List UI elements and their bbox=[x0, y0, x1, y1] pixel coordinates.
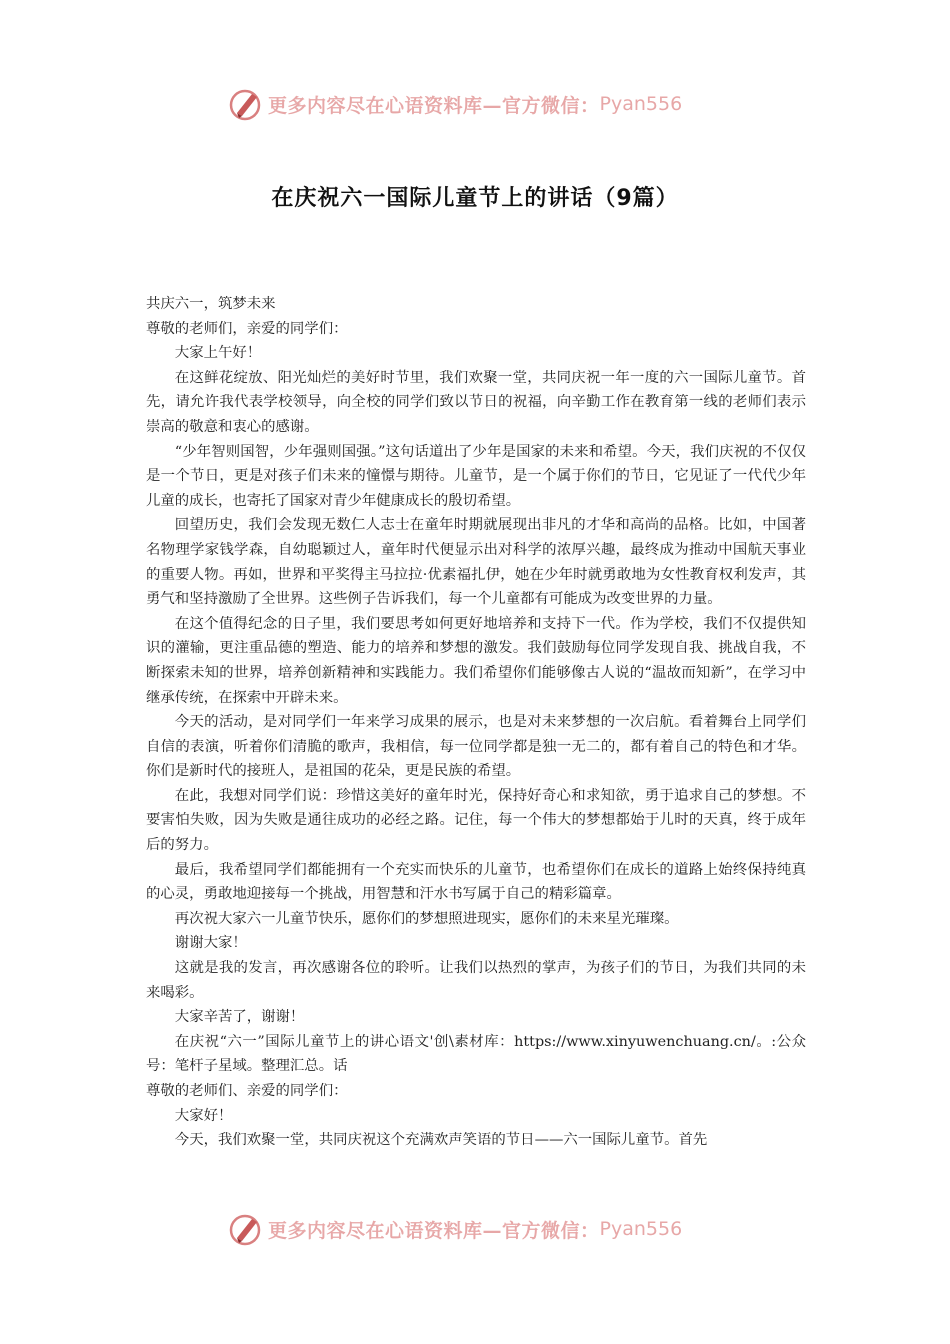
paragraph: 今天的活动，是对同学们一年来学习成果的展示，也是对未来梦想的一次启航。看着舞台上同学们自信的表演，听着你们清脆的歌声，我相信，每一位同学都是独一无二的，都有着自己的特色和才华。你们是新时代的接班人，是祖国的花朵，更是民族的希望。 bbox=[146, 714, 806, 780]
watermark-text: 更多内容尽在心语资料库—官方微信： bbox=[268, 94, 600, 117]
speech-body bbox=[146, 292, 806, 1153]
paragraph: 再次祝大家六一儿童节快乐，愿你们的梦想照进现实，愿你们的未来星光璀璨。 bbox=[174, 910, 679, 927]
watermark-text: 更多内容尽在心语资料库—官方微信： bbox=[268, 1219, 600, 1242]
salutation: 尊敬的老师们、亲爱的同学们： bbox=[146, 1083, 348, 1099]
pen-logo-icon bbox=[228, 86, 264, 122]
paragraph: 在这鲜花绽放、阳光灿烂的美好时节里，我们欢聚一堂，共同庆祝一年一度的六一国际儿童节。首先，请允许我代表学校领导，向全校的同学们致以节日的祝福，向辛勤工作在教育第一线的老师们表示崇高的敬意和衷心的感谢。 bbox=[146, 369, 806, 435]
paragraph: 谢谢大家！ bbox=[174, 935, 247, 952]
paragraph: 大家辛苦了，谢谢！ bbox=[174, 1009, 305, 1026]
watermark-banner-bottom bbox=[228, 1209, 682, 1249]
pen-logo-icon bbox=[228, 1211, 264, 1247]
paragraph: 大家好！ bbox=[174, 1107, 233, 1124]
watermark-banner-top bbox=[228, 84, 682, 124]
salutation: 尊敬的老师们，亲爱的同学们： bbox=[146, 320, 348, 337]
source-note: 在庆祝“六一”国际儿童节上的讲心语文'创\素材库：https://www.xinyuwenchuang.cn/。:公众号：笔杆子星域。整理汇总。话 bbox=[146, 1033, 806, 1075]
paragraph: 今天，我们欢聚一堂，共同庆祝这个充满欢声笑语的节日——六一国际儿童节。首先 bbox=[174, 1132, 708, 1149]
paragraph: “少年智则国智，少年强则国强。”这句话道出了少年是国家的未来和希望。今天，我们庆祝的不仅仅是一个节日，更是对孩子们未来的憧憬与期待。儿童节，是一个属于你们的节日，它见证了一代代少年儿童的成长，也寄托了国家对青少年健康成长的殷切希望。 bbox=[146, 443, 806, 509]
watermark-wechat-id: Pyan556 bbox=[599, 93, 683, 115]
paragraph: 这就是我的发言，再次感谢各位的聆听。让我们以热烈的掌声，为孩子们的节日，为我们共同的未来喝彩。 bbox=[146, 960, 806, 1001]
watermark-wechat-id: Pyan556 bbox=[599, 1218, 683, 1240]
page-title: 在庆祝六一国际儿童节上的讲话（9篇） bbox=[271, 186, 679, 211]
paragraph: 最后，我希望同学们都能拥有一个充实而快乐的儿童节，也希望你们在成长的道路上始终保持纯真的心灵，勇敢地迎接每一个挑战，用智慧和汗水书写属于自己的精彩篇章。 bbox=[146, 861, 806, 903]
subtitle-line: 共庆六一，筑梦未来 bbox=[146, 296, 276, 312]
paragraph: 大家上午好！ bbox=[174, 345, 262, 362]
paragraph: 在此，我想对同学们说：珍惜这美好的童年时光，保持好奇心和求知欲，勇于追求自己的梦想。不要害怕失败，因为失败是通往成功的必经之路。记住，每一个伟大的梦想都始于儿时的天真，终于成年后的努力。 bbox=[146, 787, 806, 854]
paragraph: 在这个值得纪念的日子里，我们要思考如何更好地培养和支持下一代。作为学校，我们不仅提供知识的灌输，更注重品德的塑造、能力的培养和梦想的激发。我们鼓励每位同学发现自我、挑战自我，不断探索未知的世界，培养创新精神和实践能力。我们希望你们能够像古人说的“温故而知新”，在学习中继承传统，在探索中开辟未来。 bbox=[146, 615, 806, 706]
paragraph: 回望历史，我们会发现无数仁人志士在童年时期就展现出非凡的才华和高尚的品格。比如，中国著名物理学家钱学森，自幼聪颖过人，童年时代便显示出对科学的浓厚兴趣，最终成为推动中国航天事业的重要人物。再如，世界和平奖得主马拉拉·优素福扎伊，她在少年时就勇敢地为女性教育权利发声，其勇气和坚持激励了全世界。这些例子告诉我们，每一个儿童都有可能成为改变世界的力量。 bbox=[146, 517, 806, 608]
